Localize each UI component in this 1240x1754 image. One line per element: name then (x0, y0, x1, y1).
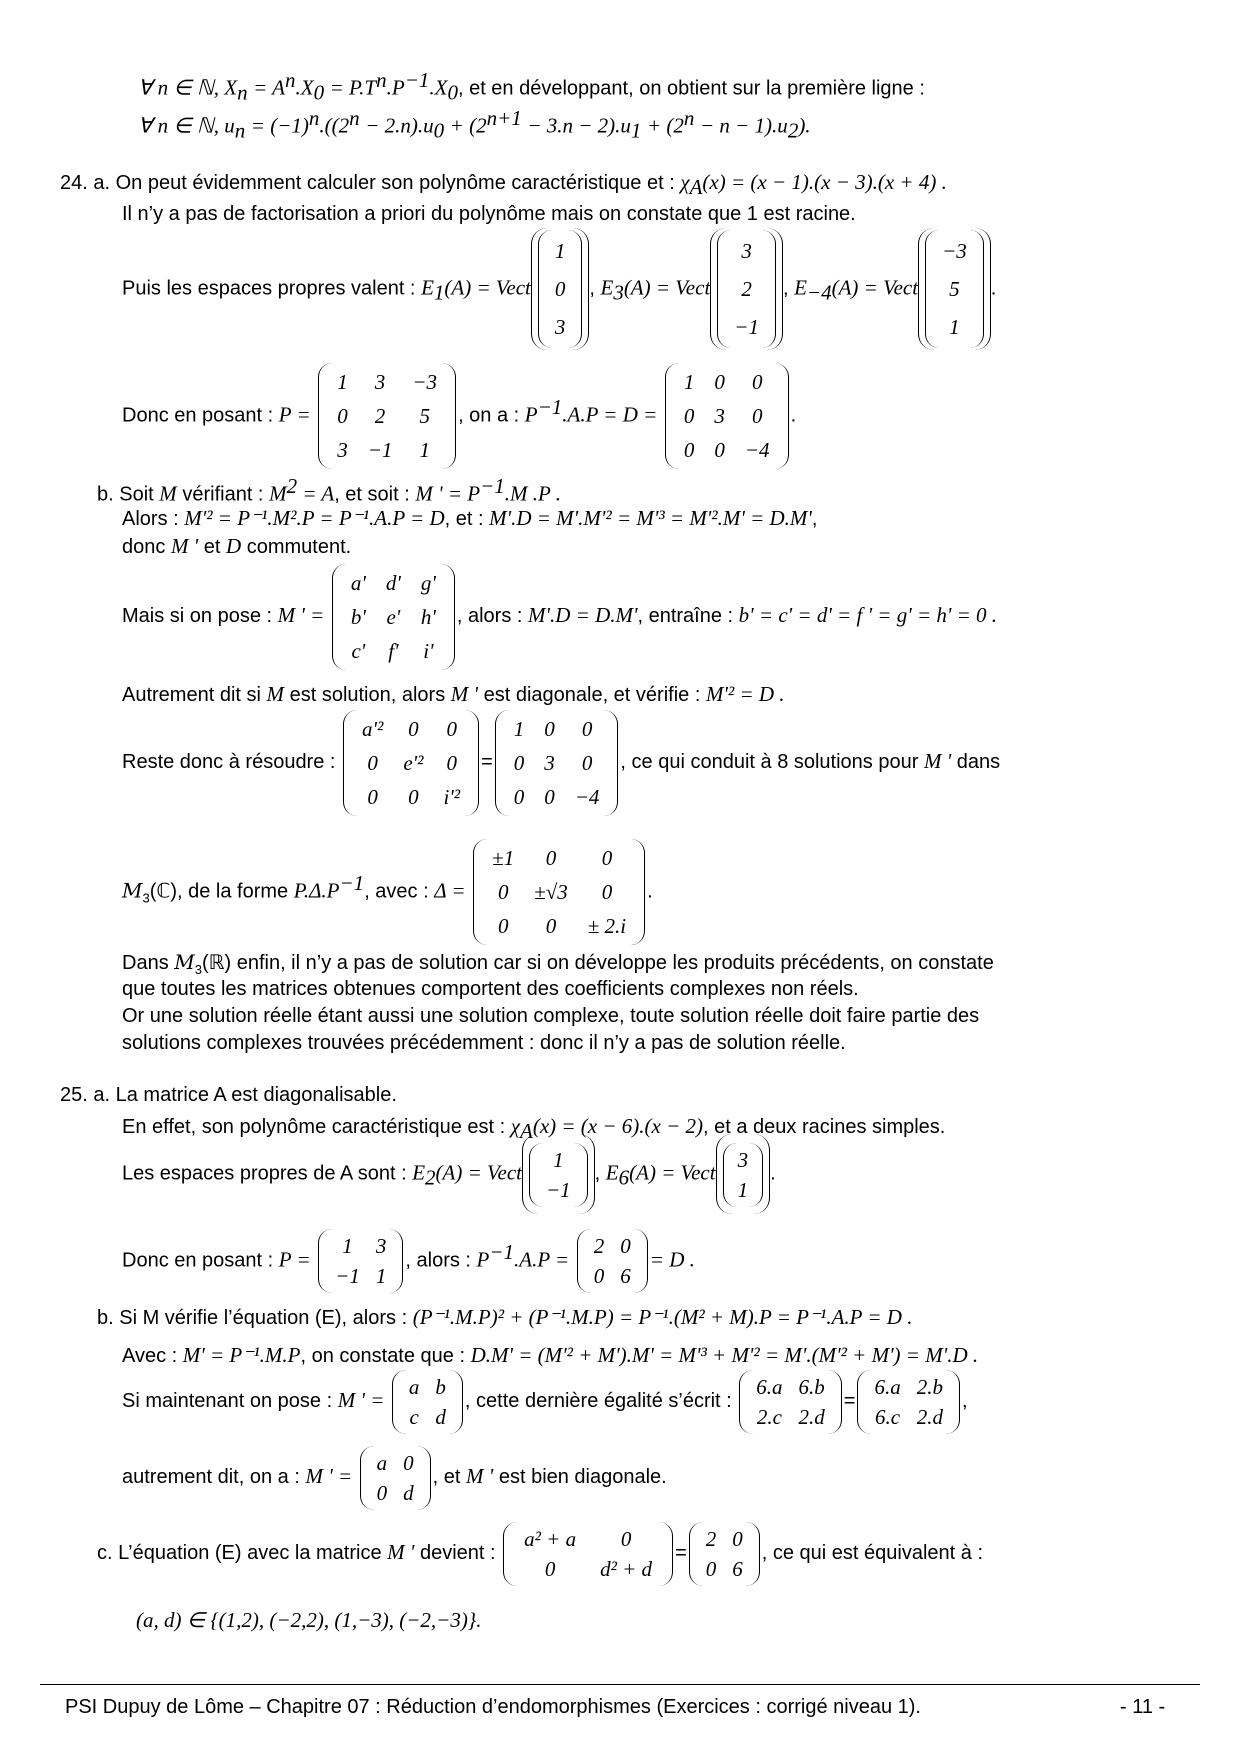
matrix-Mdiag: a 0 0 d (360, 1446, 431, 1510)
matrix-P2: 1 3 −1 1 (318, 1229, 403, 1293)
ex24-change-of-basis: Donc en posant : P = 1 3 −3 0 2 5 3 −1 1 , on a : $P^{-1}.A.P = D$ = 1 0 0 0 3 0 0 0 −4 . (122, 352, 796, 471)
ex24-eigenspaces: Puis les espaces propres valent : $E_1(A)$ = Vect 1 0 3 , $E_3(A)$ = Vect 3 2 −1 , $E_{-4}(A)$ = Vect −3 5 1 . (122, 228, 996, 350)
matrix-Mprime: a' d' g' b' e' h' c' f' i' (332, 564, 455, 670)
matrix-Meq: a² + a 0 0 d² + d (503, 1522, 673, 1586)
matrix-P: 1 3 −3 0 2 5 3 −1 1 (318, 363, 456, 469)
ex24-b-line8: Dans $M_3(ℝ)$ enfin, il n’y a pas de solution car si on développe les produits précédents, on constate (122, 950, 994, 977)
ex25-c-solutions: (a, d) ∈ {(1,2), (−2,2), (1,−3), (−2,−3)}. (136, 1608, 482, 1632)
ex24-b-line3: donc M ' et D commutent. (122, 534, 352, 558)
matrix-D2: 2 0 0 6 (577, 1229, 648, 1293)
ex24-b-line10: Or une solution réelle étant aussi une solution complexe, toute solution réelle doit faire partie des (122, 1005, 980, 1027)
ex24-b-solve: Reste donc à résoudre : a'² 0 0 0 e'² 0 0 0 i'² = 1 0 0 0 3 0 0 0 −4 , ce qui conduit à 8 solutions pour M ' dans (122, 706, 1000, 817)
ex25-b-line1: b. Si M vérifie l’équation (E), alors : (P⁻¹.M.P)² + (P⁻¹.M.P) = P⁻¹.(M² + M).P = P⁻¹.A.P = D . (97, 1305, 913, 1329)
vect-e1: 1 0 3 (531, 228, 590, 350)
matrix-D: 1 0 0 0 3 0 0 0 −4 (665, 363, 789, 469)
ex24-b-line9: que toutes les matrices obtenues comportent des coefficients complexes non réels. (122, 978, 859, 1000)
footer-rule (40, 1684, 1200, 1685)
ex24-b-commute: Mais si on pose : M ' = a' d' g' b' e' h' c' f' i' , alors : M'.D = D.M', entraîne : b' = c' = d' = f ' = g' = h' = 0 . (122, 560, 997, 671)
vect-e6: 3 1 (716, 1134, 771, 1214)
ex25-a-line2: En effet, son polynôme caractéristique est : $\chi_A(x) = (x - 6).(x - 2)$, et a deux racines simples. (122, 1114, 946, 1143)
line-1: ∀ n ∈ ℕ, $X_n = A^n.X_0 = P.T^n.P^{-1}.X_0$, et en développant, on obtient sur la première ligne : (138, 68, 925, 105)
ex24-a-line1: 24. a. On peut évidemment calculer son polynôme caractéristique et : $\chi_A(x) = (x - 1).(x - 3).(x + 4)$ . (60, 170, 947, 199)
ex25-eigenspaces: Les espaces propres de A sont : $E_2(A)$ = Vect 1 −1 , $E_6(A)$ = Vect 3 1 . (122, 1134, 776, 1215)
matrix-right: 6.a 2.b 6.c 2.d (857, 1370, 960, 1434)
ex25-number: 25. a. (60, 1084, 111, 1106)
vect-e-4: −3 5 1 (918, 228, 991, 350)
line-2: ∀ n ∈ ℕ, $u_n = (-1)^n.((2^n - 2.n).u_0 + (2^{n+1} - 3.n - 2).u_1 + (2^n - n - 1).u_2)$. (138, 106, 811, 143)
matrix-Msq: a'² 0 0 0 e'² 0 0 0 i'² (343, 710, 479, 816)
vect-e3: 3 2 −1 (710, 228, 783, 350)
ex25-b-pose: Si maintenant on pose : M ' = a b c d , cette dernière égalité s’écrit : 6.a 6.b 2.c 2.d = 6.a 2.b 6.c 2.d , (122, 1362, 968, 1439)
ex24-b-line2: Alors : M'² = P⁻¹.M².P = P⁻¹.A.P = D, et : M'.D = M'.M'² = M'³ = M'².M' = D.M', (122, 506, 818, 530)
matrix-Delta: ±1 0 0 0 ±√3 0 0 0 ± 2.i (473, 839, 645, 945)
ex24-b-delta: $M_3(ℂ)$, de la forme $P.\Delta.P^{-1}$, avec : Δ = ±1 0 0 0 ±√3 0 0 0 ± 2.i . (122, 828, 653, 954)
footer-title: PSI Dupuy de Lôme – Chapitre 07 : Réduction d’endomorphismes (Exercices : corrigé niveau 1). (65, 1696, 921, 1718)
ex24-a-line2: Il n’y a pas de factorisation a priori du polynôme mais on constate que 1 est racine. (122, 203, 856, 225)
matrix-D-copy: 1 0 0 0 3 0 0 0 −4 (495, 710, 619, 816)
page-number: - 11 - (1120, 1696, 1166, 1718)
ex24-b-line1: b. Soit M vérifiant : $M^2 = A$, et soit : M ' = $P^{-1}.M$ .P . (97, 474, 561, 506)
ex24-b-line5: Autrement dit si M est solution, alors M ' est diagonale, et vérifie : M'² = D . (122, 682, 785, 706)
ex25-c: c. L’équation (E) avec la matrice M ' devient : a² + a 0 0 d² + d = 2 0 0 6 , ce qui est équivalent à : (97, 1514, 983, 1591)
matrix-D3: 2 0 0 6 (689, 1522, 760, 1586)
vect-e2: 1 −1 (522, 1134, 595, 1214)
ex25-change-of-basis: Donc en posant : P = 1 3 −1 1 , alors : $P^{-1}.A.P$ = 2 0 0 6 = D . (122, 1214, 695, 1299)
ex24-b-line11: solutions complexes trouvées précédemment : donc il n’y a pas de solution réelle. (122, 1032, 846, 1054)
ex25-b-line2: Avec : M' = P⁻¹.M.P, on constate que : D.M' = (M'² + M').M' = M'³ + M'² = M'.(M'² + M') = M'.D . (122, 1343, 979, 1367)
matrix-left: 6.a 6.b 2.c 2.d (739, 1370, 842, 1434)
ex25-b-diag: autrement dit, on a : M ' = a 0 0 d , et M ' est bien diagonale. (122, 1438, 667, 1515)
matrix-Mprime2: a b c d (392, 1370, 463, 1434)
ex24-number: 24. a. (60, 172, 111, 194)
ex25-a-line1: 25. a. La matrice A est diagonalisable. (60, 1084, 397, 1106)
